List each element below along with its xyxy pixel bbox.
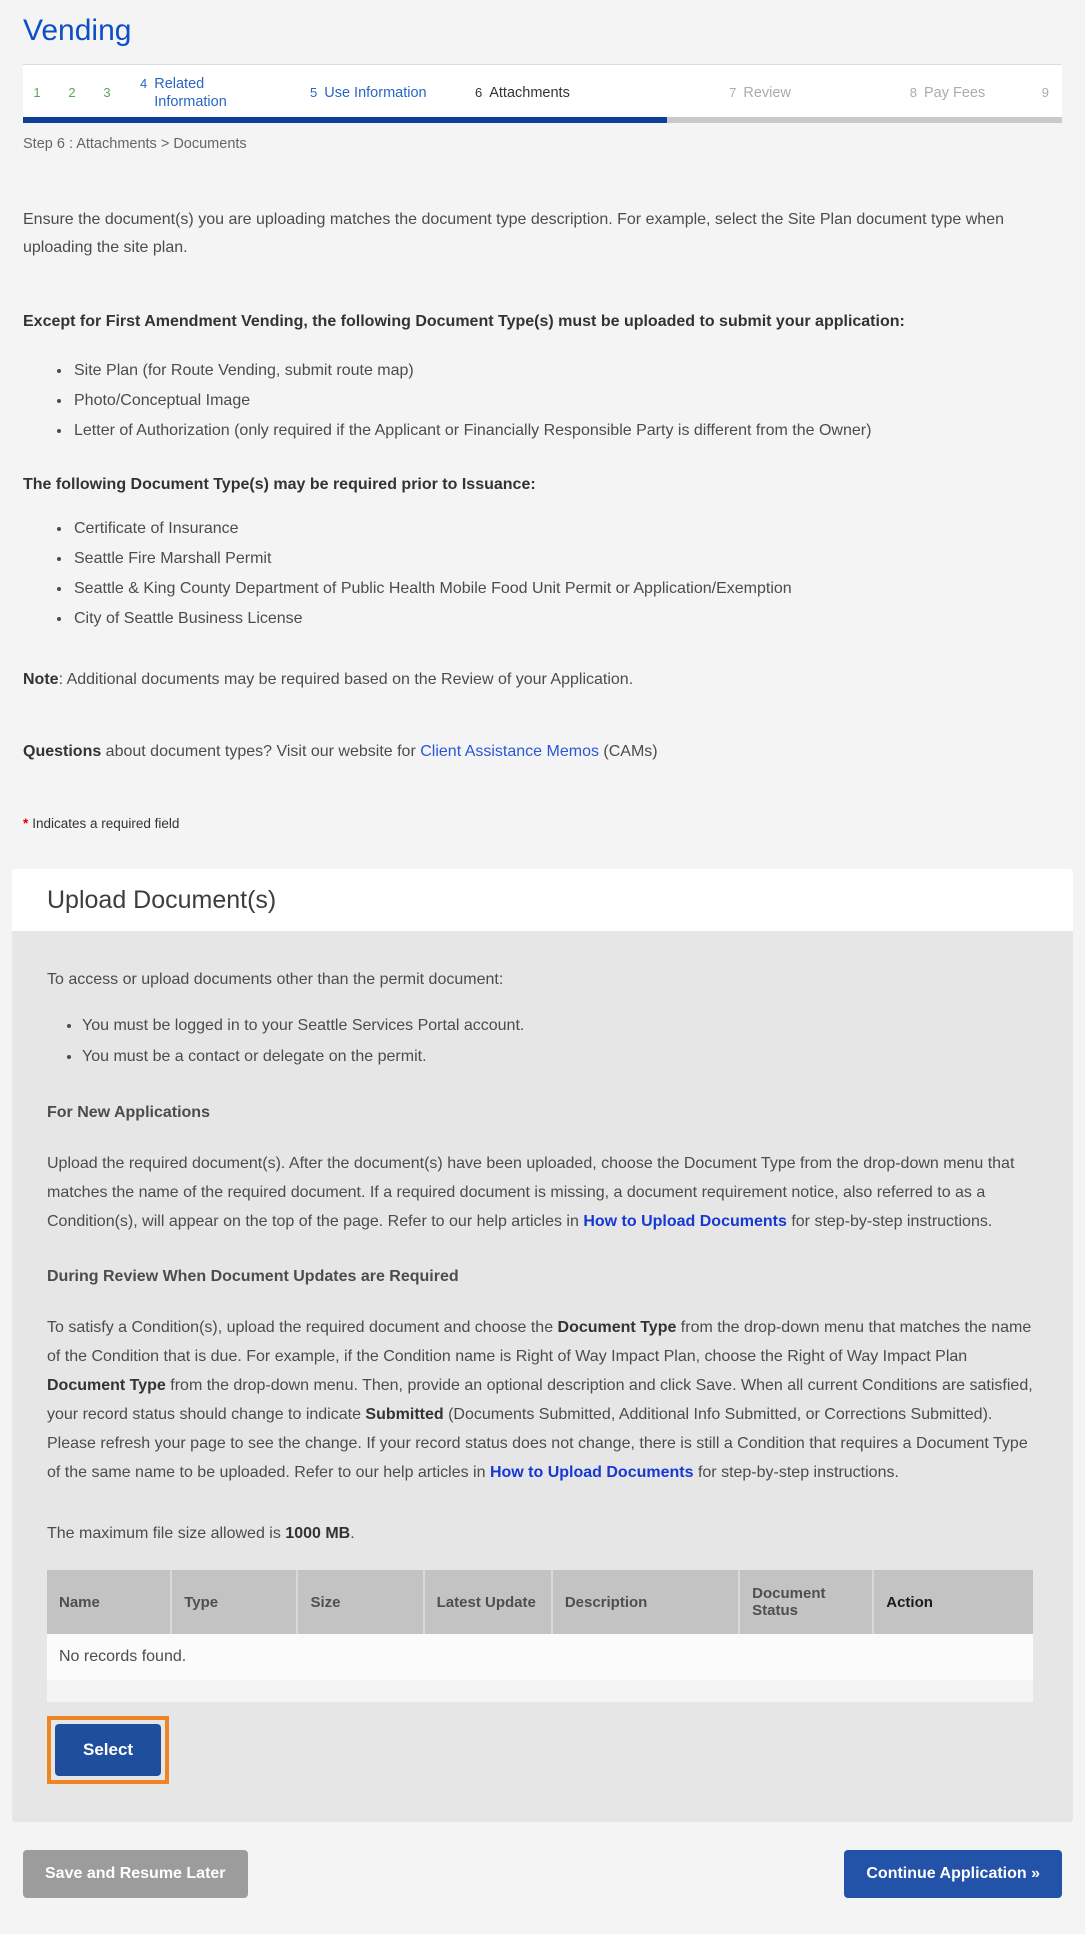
paragraph-text: (Documents Submitted, Additional Info Submitted, or Corrections Submitted). Please refresh your page to see the change. If your record status does not change, there is still a Condition that requires a Document Type of the same name to be uploaded. Refer to our help articles in bbox=[47, 1406, 1028, 1481]
list-item: • City of Seattle Business License bbox=[72, 604, 1012, 634]
note-line bbox=[23, 666, 1062, 694]
list-item: • Letter of Authorization (only required if the Applicant or Financially Responsible Party is different from the Owner) bbox=[72, 416, 1012, 446]
step-6-number: 6 bbox=[475, 85, 483, 100]
progress-bar-fill bbox=[23, 117, 667, 123]
must-upload-list bbox=[72, 356, 1085, 446]
required-field-note bbox=[23, 816, 1062, 831]
access-intro: To access or upload documents other than the permit document: bbox=[47, 971, 504, 988]
step-5-use-information[interactable] bbox=[290, 80, 455, 102]
step-7-label: Review bbox=[743, 85, 791, 101]
column-header-description: Description bbox=[552, 1570, 739, 1634]
step-4-label: Related Information bbox=[154, 76, 227, 110]
paragraph-text: from the drop-down menu. Then, provide an optional description and click Save. When all current Conditions are satisfied, your record status should change to indicate bbox=[47, 1377, 1033, 1423]
questions-suffix: (CAMs) bbox=[598, 743, 658, 760]
paragraph-text: To satisfy a Condition(s), upload the required document and choose the bbox=[47, 1319, 558, 1336]
prior-issuance-list bbox=[72, 514, 1085, 634]
column-header-action: Action bbox=[873, 1570, 1033, 1634]
table-row bbox=[47, 1634, 1033, 1680]
required-text: Indicates a required field bbox=[32, 816, 180, 831]
questions-line bbox=[23, 738, 1062, 766]
step-2-number: 2 bbox=[68, 85, 76, 100]
upload-panel-body bbox=[12, 931, 1073, 1822]
how-to-upload-documents-link[interactable]: How to Upload Documents bbox=[583, 1213, 787, 1230]
column-header-size: Size bbox=[297, 1570, 423, 1634]
step-6-label: Attachments bbox=[489, 85, 570, 101]
breadcrumb: Step 6 : Attachments > Documents bbox=[23, 136, 247, 152]
note-label: Note bbox=[23, 671, 59, 688]
column-header-name: Name bbox=[47, 1570, 171, 1634]
step-2[interactable] bbox=[58, 80, 93, 102]
max-file-size-value: 1000 MB bbox=[285, 1525, 351, 1542]
step-4-related-information[interactable] bbox=[128, 71, 290, 111]
step-7-review bbox=[665, 80, 855, 102]
documents-table bbox=[47, 1570, 1033, 1680]
questions-text: about document types? Visit our website for bbox=[101, 743, 421, 760]
list-item: • Certificate of Insurance bbox=[72, 514, 1012, 544]
list-item: • You must be a contact or delegate on the permit. bbox=[82, 1041, 1043, 1072]
step-6-attachments bbox=[455, 80, 665, 102]
step-9-number: 9 bbox=[1041, 85, 1049, 100]
step-8-label: Pay Fees bbox=[923, 85, 986, 101]
must-upload-heading: Except for First Amendment Vending, the following Document Type(s) must be uploaded to submit your application: bbox=[23, 313, 905, 330]
step-7-number: 7 bbox=[729, 85, 737, 100]
during-review-heading: During Review When Document Updates are Required bbox=[47, 1268, 459, 1285]
prior-issuance-heading: The following Document Type(s) may be required prior to Issuance: bbox=[23, 476, 536, 493]
step-wizard bbox=[23, 64, 1062, 123]
empty-table-message: No records found. bbox=[47, 1634, 1033, 1680]
step-8-number: 8 bbox=[909, 85, 917, 100]
list-item: • You must be logged in to your Seattle Services Portal account. bbox=[82, 1010, 1043, 1041]
step-5-number: 5 bbox=[310, 85, 318, 100]
questions-label: Questions bbox=[23, 743, 102, 760]
upload-panel-title: Upload Document(s) bbox=[47, 886, 277, 914]
step-3-number: 3 bbox=[103, 85, 111, 100]
table-header-row bbox=[47, 1570, 1033, 1634]
list-item: • Photo/Conceptual Image bbox=[72, 386, 1012, 416]
new-applications-heading: For New Applications bbox=[47, 1104, 210, 1121]
during-review-paragraph bbox=[47, 1313, 1042, 1487]
step-4-number: 4 bbox=[140, 76, 148, 91]
paragraph-text: for step-by-step instructions. bbox=[786, 1213, 993, 1230]
step-8-pay-fees bbox=[855, 80, 1040, 102]
client-assistance-memos-link[interactable]: Client Assistance Memos bbox=[420, 743, 599, 760]
select-button[interactable]: Select bbox=[55, 1724, 161, 1776]
access-list bbox=[82, 1010, 1043, 1072]
list-item: • Seattle & King County Department of Public Health Mobile Food Unit Permit or Application/Exemption bbox=[72, 574, 1012, 604]
select-button-focus-outline bbox=[47, 1716, 169, 1784]
save-and-resume-later-button[interactable]: Save and Resume Later bbox=[23, 1850, 248, 1898]
progress-bar-track bbox=[23, 117, 1062, 123]
bold-text: Document Type bbox=[47, 1377, 166, 1394]
note-text: : Additional documents may be required based on the Review of your Application. bbox=[58, 671, 634, 688]
max-file-size-line bbox=[47, 1519, 1043, 1548]
step-1[interactable] bbox=[23, 80, 58, 102]
step-9 bbox=[1040, 80, 1062, 102]
step-3[interactable] bbox=[93, 80, 128, 102]
upload-documents-panel bbox=[12, 869, 1073, 1822]
bold-text: Submitted bbox=[365, 1406, 444, 1423]
paragraph-text: from the drop-down menu that matches the name of the Condition that is due. For example, if the Condition name is Right of Way Impact Plan, choose the Right of Way Impact Plan bbox=[47, 1319, 1032, 1365]
list-item: • Seattle Fire Marshall Permit bbox=[72, 544, 1012, 574]
bottom-action-bar bbox=[23, 1850, 1062, 1898]
step-1-number: 1 bbox=[33, 85, 41, 100]
required-asterisk: * bbox=[23, 816, 29, 831]
step-5-label: Use Information bbox=[324, 85, 427, 101]
upload-panel-header bbox=[12, 869, 1073, 931]
bold-text: Document Type bbox=[557, 1319, 677, 1336]
how-to-upload-documents-link[interactable]: How to Upload Documents bbox=[489, 1464, 694, 1481]
column-header-type: Type bbox=[171, 1570, 297, 1634]
paragraph-text: for step-by-step instructions. bbox=[693, 1464, 899, 1481]
continue-application-button[interactable]: Continue Application » bbox=[844, 1850, 1062, 1898]
column-header-document-status: Document Status bbox=[739, 1570, 873, 1634]
paragraph-text: Upload the required document(s). After the document(s) have been uploaded, choose the Document Type from the drop-down menu that matches the name of the required document. If a required document is missing, a document requirement notice, also referred to as a Condition(s), will appear on the top of the page. Refer to our help articles in bbox=[47, 1155, 1015, 1230]
column-header-latest-update: Latest Update bbox=[424, 1570, 552, 1634]
table-footer-strip bbox=[47, 1680, 1033, 1702]
new-applications-paragraph bbox=[47, 1149, 1042, 1236]
paragraph-text: The maximum file size allowed is bbox=[47, 1525, 286, 1542]
paragraph-text: . bbox=[350, 1525, 355, 1542]
list-item: • Site Plan (for Route Vending, submit route map) bbox=[72, 356, 1012, 386]
intro-paragraph: Ensure the document(s) you are uploading matches the document type description. For example, select the Site Plan document type when uploading the site plan. bbox=[23, 211, 1004, 256]
page-title: Vending bbox=[23, 14, 132, 47]
